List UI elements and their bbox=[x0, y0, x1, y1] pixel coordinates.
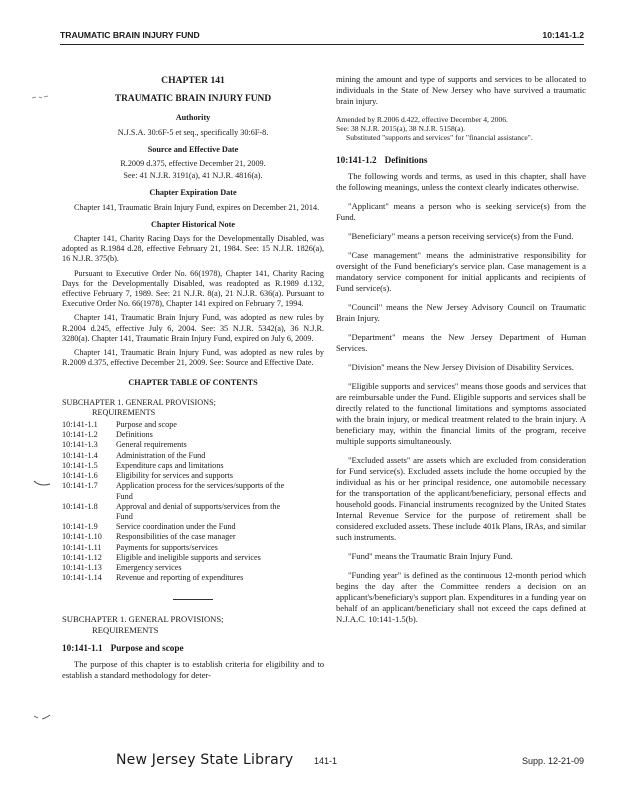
history-note: Chapter 141, Traumatic Brain Injury Fund, was adopted as new rules by R.2004 d.245, effective July 6, 2004. See: 35 N.J.R. 5342(a), 36 N.J.R. 3280(a). Chapter 141, Traumatic Brain Injury Fund, expired on July 6, 2009. bbox=[62, 313, 324, 343]
table-of-contents bbox=[62, 420, 324, 583]
toc-item[interactable]: 10:141-1.7 Application process for the services/supports of the bbox=[62, 481, 285, 491]
definition-paragraph: "Eligible supports and services" means those goods and services that are reimbursable under the Fund. Eligible supports and services shall be directly related to the functional limitations and symptoms associated with the brain injury, or medical treatment related to the brain injury. A beneficiary may, within the financial limits of the program, receive multiple supports simultaneously. bbox=[336, 380, 586, 446]
toc-heading: CHAPTER TABLE OF CONTENTS bbox=[128, 378, 258, 388]
expiration-heading: Chapter Expiration Date bbox=[149, 188, 237, 198]
page-number: 141-1 bbox=[314, 756, 338, 766]
amendment-note: Amended by R.2006 d.422, effective December 4, 2006. bbox=[336, 115, 508, 124]
section-separator bbox=[173, 599, 213, 600]
toc-item[interactable]: 10:141-1.11 Payments for supports/services bbox=[62, 542, 218, 552]
toc-item[interactable]: 10:141-1.4 Administration of the Fund bbox=[62, 450, 206, 460]
definition-paragraph: "Case management" means the administrative responsibility for oversight of the Fund beneficiary's service plan. Case management is a mandatory service component for initial applicants and recipients of Fund service(s). bbox=[336, 249, 586, 293]
toc-item-continued: Fund bbox=[116, 491, 133, 501]
toc-item-continued: Fund bbox=[116, 511, 133, 521]
library-stamp: New Jersey State Library bbox=[116, 752, 294, 768]
definition-paragraph: "Funding year" is defined as the continuous 12-month period which begins the day after the Committee renders a decision on an applicant's/beneficiary's support plan. Expenditures in a funding year on behalf of an applicant/beneficiary shall not exceed the caps defined at N.J.A.C. 10:141-1.5(b). bbox=[336, 569, 586, 624]
toc-item[interactable]: 10:141-1.9 Service coordination under the Fund bbox=[62, 522, 236, 532]
section-heading: 10:141-1.2 Definitions bbox=[336, 154, 428, 165]
continued-text: mining the amount and type of supports and services to be allocated to individuals in the State of New Jersey who have survived a traumatic brain injury. bbox=[336, 74, 586, 106]
header-title: TRAUMATIC BRAIN INJURY FUND bbox=[60, 30, 200, 40]
history-note: Chapter 141, Charity Racing Days for the Developmentally Disabled, was adopted as R.1984 d.28, effective February 21, 1984. See: 15 N.J.R. 1826(a), 16 N.J.R. 375(b). bbox=[62, 234, 324, 264]
definition-paragraph: "Excluded assets" are assets which are excluded from consideration for Fund service(s). Excluded assets include the home occupied by the individual as his or her principal residence, one automobile necessary for the transportation of the applicant/beneficiary, personal effects and household goods. Financial instruments recognized by the United States Internal Revenue Service for the purpose of retirement shall be considered excluded assets. These include 401k Plans, IRAs, and similar such instruments. bbox=[336, 454, 586, 542]
history-heading: Chapter Historical Note bbox=[151, 219, 235, 229]
source-text: R.2009 d.375, effective December 21, 2009. bbox=[120, 159, 266, 169]
subchapter-heading: SUBCHAPTER 1. GENERAL PROVISIONS; bbox=[62, 614, 224, 625]
toc-item[interactable]: 10:141-1.3 General requirements bbox=[62, 440, 187, 450]
section-text: The purpose of this chapter is to establish criteria for eligibility and to establish a standard methodology for deter- bbox=[62, 658, 324, 680]
definition-paragraph: The following words and terms, as used in this chapter, shall have the following meanings, unless the context clearly indicates otherwise. bbox=[336, 170, 586, 192]
authority-text: N.J.S.A. 30:6F-5 et seq., specifically 30:6F-8. bbox=[117, 127, 269, 137]
toc-subchapter: SUBCHAPTER 1. GENERAL PROVISIONS; bbox=[62, 397, 216, 407]
source-text: See: 41 N.J.R. 3191(a), 41 N.J.R. 4816(a). bbox=[123, 171, 263, 181]
toc-item[interactable]: 10:141-1.2 Definitions bbox=[62, 430, 153, 440]
toc-item[interactable]: 10:141-1.12 Eligible and ineligible supports and services bbox=[62, 552, 261, 562]
running-header bbox=[60, 30, 584, 44]
toc-item[interactable]: 10:141-1.10 Responsibilities of the case manager bbox=[62, 532, 236, 542]
chapter-title: TRAUMATIC BRAIN INJURY FUND bbox=[114, 94, 272, 105]
section-heading: 10:141-1.1 Purpose and scope bbox=[62, 642, 184, 653]
subchapter-heading: REQUIREMENTS bbox=[92, 624, 159, 635]
toc-item[interactable]: 10:141-1.1 Purpose and scope bbox=[62, 420, 177, 430]
header-rule bbox=[60, 44, 584, 45]
expiration-text: Chapter 141, Traumatic Brain Injury Fund, expires on December 21, 2014. bbox=[74, 202, 320, 212]
history-note: Chapter 141, Traumatic Brain Injury Fund, was adopted as new rules by R.2009 d.375, effective December 21, 2009. See: Source and Effective Date. bbox=[62, 348, 324, 368]
left-column bbox=[62, 64, 324, 689]
definition-paragraph: "Fund" means the Traumatic Brain Injury Fund. bbox=[348, 550, 513, 561]
right-column bbox=[336, 74, 586, 633]
authority-heading: Authority bbox=[175, 113, 211, 123]
toc-item[interactable]: 10:141-1.13 Emergency services bbox=[62, 562, 182, 572]
toc-item[interactable]: 10:141-1.6 Eligibility for services and supports bbox=[62, 471, 233, 481]
supplement-date: Supp. 12-21-09 bbox=[521, 756, 584, 766]
definition-paragraph: "Applicant" means a person who is seeking service(s) from the Fund. bbox=[336, 200, 586, 222]
definition-paragraph: "Department" means the New Jersey Department of Human Services. bbox=[336, 331, 586, 353]
scan-mark-icon bbox=[30, 92, 50, 102]
scan-mark-icon bbox=[32, 712, 52, 722]
header-section: 10:141-1.2 bbox=[542, 30, 584, 40]
page-footer bbox=[60, 752, 584, 774]
toc-item[interactable]: 10:141-1.8 Approval and denial of supports/services from the bbox=[62, 501, 281, 511]
history-note: Pursuant to Executive Order No. 66(1978), Chapter 141, Charity Racing Days for the Developmentally Disabled, was readopted as R.1989 d.132, effective February 7, 1989. See: 21 N.J.R. 8(a), 21 N.J.R. 636(a). Pursuant to Executive Order No. 66(1978), Chapter 141 expired on February 7, 1994. bbox=[62, 268, 324, 309]
toc-item[interactable]: 10:141-1.14 Revenue and reporting of expenditures bbox=[62, 573, 244, 583]
toc-subchapter: REQUIREMENTS bbox=[92, 407, 156, 417]
scan-mark-icon bbox=[32, 478, 52, 488]
amendment-note: See: 38 N.J.R. 2015(a), 38 N.J.R. 5158(a). bbox=[336, 124, 466, 134]
definition-paragraph: "Division" means the New Jersey Division of Disability Services. bbox=[348, 361, 574, 372]
amendment-note: Substituted "supports and services" for "financial assistance". bbox=[346, 133, 533, 143]
chapter-number: CHAPTER 141 bbox=[161, 75, 225, 86]
definition-paragraph: "Council" means the New Jersey Advisory Council on Traumatic Brain Injury. bbox=[336, 301, 586, 323]
source-heading: Source and Effective Date bbox=[147, 144, 239, 154]
toc-item[interactable]: 10:141-1.5 Expenditure caps and limitations bbox=[62, 460, 224, 470]
definition-paragraph: "Beneficiary" means a person receiving service(s) from the Fund. bbox=[348, 230, 574, 241]
